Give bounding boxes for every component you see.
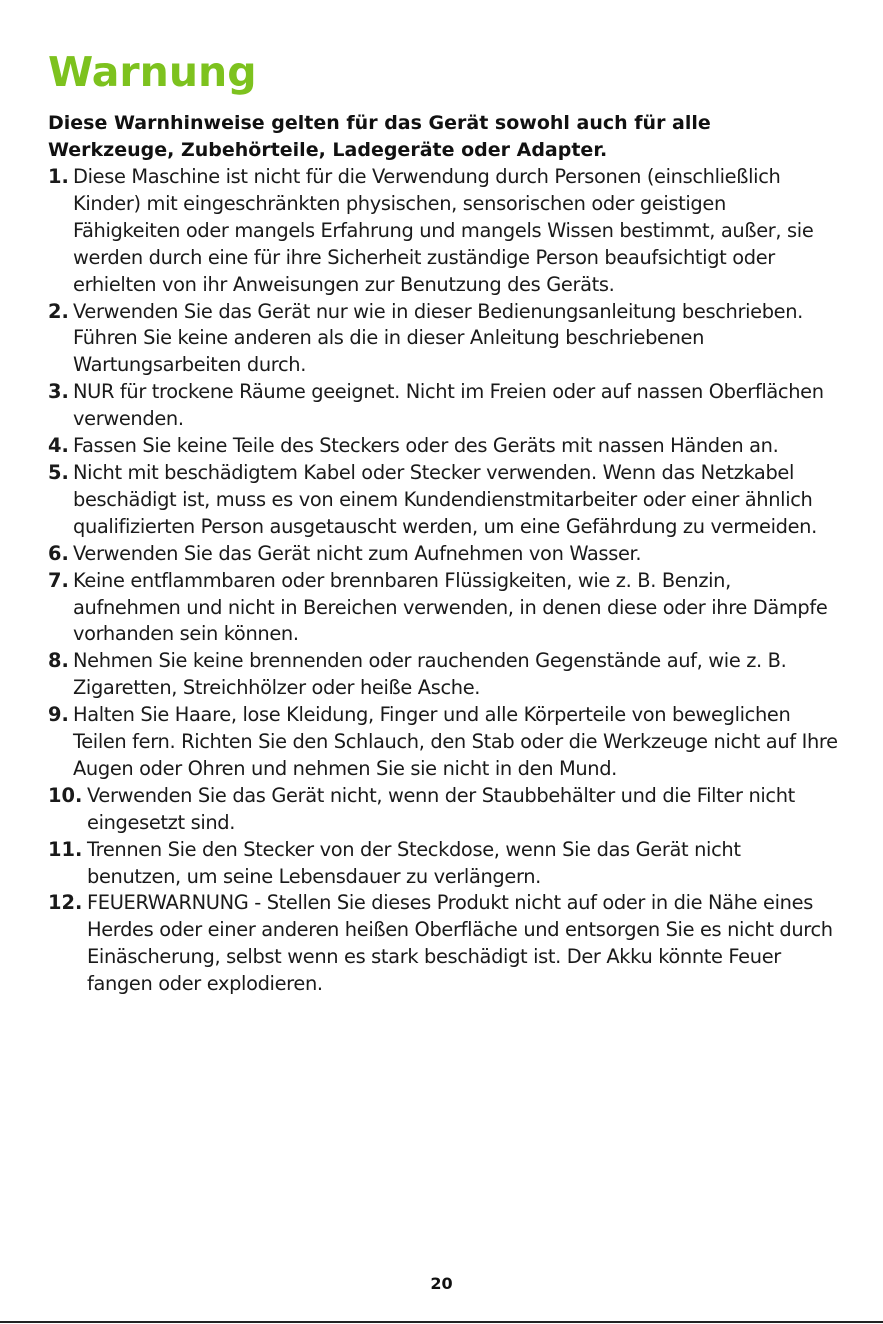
warning-number: 8. — [48, 649, 69, 673]
warning-item — [48, 379, 838, 433]
warning-text: Keine entflammbaren oder brennbaren Flüssigkeiten, wie z. B. Benzin, aufnehmen und nicht in Bereichen verwenden, in denen diese oder ihre Dämpfe vorhanden sein können. — [73, 568, 828, 646]
warning-text: FEUERWARNUNG - Stellen Sie dieses Produkt nicht auf oder in die Nähe eines Herdes oder einer anderen heißen Oberfläche und entsorgen Sie es nicht durch Einäscherung, selbst wenn es stark beschädigt ist. Der Akku könnte Feuer fangen oder explodieren. — [87, 891, 833, 996]
warning-text: NUR für trockene Räume geeignet. Nicht im Freien oder auf nassen Oberflächen verwenden. — [73, 380, 824, 431]
warning-text: Trennen Sie den Stecker von der Steckdose, wenn Sie das Gerät nicht benutzen, um seine Lebensdauer zu verlängern. — [87, 837, 741, 888]
warning-number: 2. — [48, 299, 69, 323]
warning-text: Diese Maschine ist nicht für die Verwendung durch Personen (einschließlich Kinder) mit eingeschränkten physischen, sensorischen oder geistigen Fähigkeiten oder mangels Erfahrung und mangels Wissen bestimmt, außer, sie werden durch eine für ihre Sicherheit zuständige Person beaufsichtigt oder erhielten von ihr Anweisungen zur Benutzung des Geräts. — [73, 165, 814, 296]
warning-item — [48, 541, 838, 568]
warning-text: Nehmen Sie keine brennenden oder rauchenden Gegenstände auf, wie z. B. Zigaretten, Streichhölzer oder heiße Asche. — [73, 649, 787, 700]
warning-number: 9. — [48, 703, 69, 727]
warning-number: 7. — [48, 568, 69, 592]
page-title: Warnung — [48, 48, 257, 96]
warning-item — [48, 433, 838, 460]
warning-item — [48, 783, 838, 837]
warning-number: 10. — [48, 783, 83, 807]
bottom-divider — [0, 1321, 883, 1323]
warning-item — [48, 837, 838, 891]
manual-page — [48, 44, 838, 998]
warning-item — [48, 702, 838, 783]
warning-number: 1. — [48, 165, 69, 188]
warning-item — [48, 648, 838, 702]
warning-number: 12. — [48, 891, 83, 915]
warning-number: 5. — [48, 460, 69, 484]
warning-item — [48, 299, 838, 380]
warning-text: Fassen Sie keine Teile des Steckers oder des Geräts mit nassen Händen an. — [73, 434, 779, 458]
warning-text: Verwenden Sie das Gerät nicht, wenn der Staubbehälter und die Filter nicht eingesetzt sind. — [87, 783, 795, 834]
warning-item — [48, 568, 838, 649]
warning-intro: Diese Warnhinweise gelten für das Gerät sowohl auch für alle Werkzeuge, Zubehörteile, Ladegeräte oder Adapter. — [48, 112, 711, 161]
warning-text: Halten Sie Haare, lose Kleidung, Finger und alle Körperteile von beweglichen Teilen fern. Richten Sie den Schlauch, den Stab oder die Werkzeuge nicht auf Ihre Augen oder Ohren und nehmen Sie sie nicht in den Mund. — [73, 703, 838, 780]
warning-text: Nicht mit beschädigtem Kabel oder Stecker verwenden. Wenn das Netzkabel beschädigt ist, muss es von einem Kundendienstmitarbeiter oder einer ähnlich qualifizierten Person ausgetauscht werden, um eine Gefährdung zu vermeiden. — [73, 460, 817, 538]
warning-number: 6. — [48, 541, 69, 565]
warning-item — [48, 460, 838, 541]
warning-number: 4. — [48, 434, 69, 458]
warning-item — [48, 164, 838, 299]
warning-list — [48, 164, 838, 998]
page-number: 20 — [430, 1274, 453, 1293]
warning-number: 3. — [48, 380, 69, 404]
warning-text: Verwenden Sie das Gerät nur wie in dieser Bedienungsanleitung beschrieben. Führen Sie keine anderen als die in dieser Anleitung beschriebenen Wartungsarbeiten durch. — [73, 299, 803, 377]
warning-number: 11. — [48, 837, 83, 861]
warning-item — [48, 890, 838, 998]
warning-text: Verwenden Sie das Gerät nicht zum Aufnehmen von Wasser. — [73, 541, 642, 565]
